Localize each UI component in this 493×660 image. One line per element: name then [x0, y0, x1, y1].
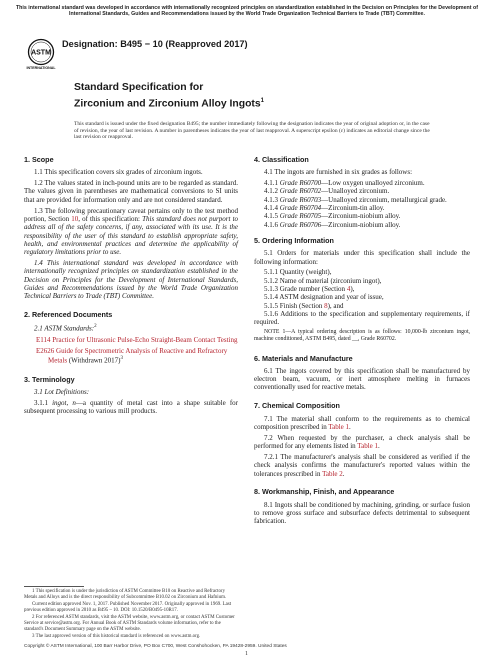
grade-label: Grade R60703 [279, 195, 322, 204]
grade-label: Grade R60705 [279, 212, 322, 221]
note-1: NOTE 1—A typical ordering description is as follows: 10,000-lb zirconium ingot, machine conditioned, ASTM B495, dated __, Grade R60702. [254, 328, 470, 342]
page-number: 1 [245, 651, 248, 657]
grade-desc: —Unalloyed zirconium, metallurgical grade. [321, 195, 447, 204]
title-line-2-wrap [74, 95, 434, 111]
para-2-1-text: 2.1 ASTM Standards: [34, 324, 95, 333]
right-column [254, 156, 470, 528]
document-title [74, 82, 434, 111]
grade-desc: —Zirconium-niobium alloy. [321, 212, 401, 221]
grade-r60706 [254, 221, 470, 229]
reference-e2626-code[interactable]: E2626 [36, 346, 55, 355]
para-7-1 [254, 415, 470, 432]
section-8-heading: 8. Workmanship, Finish, and Appearance [254, 487, 395, 497]
para-7-1-text: 7.1 The material shall conform to the requirements as to chemical composition prescribed in [254, 414, 470, 431]
logo-text-top: ASTM [31, 49, 51, 57]
reference-e114-code[interactable]: E114 [36, 335, 51, 344]
title-line-1: Standard Specification for [74, 82, 204, 93]
grade-label: Grade R60706 [279, 220, 322, 229]
para-7-1-tail: . [349, 422, 351, 431]
grade-r60705 [254, 212, 470, 220]
term-ingot: ingot, n [52, 399, 76, 408]
order-item-3 [254, 285, 470, 293]
copyright: Copyright © ASTM International, 100 Barr Harbor Drive, PO Box C700, West Conshohocken, PA 19428-2959. United States [24, 644, 287, 649]
grade-num: 4.1.6 [264, 220, 280, 229]
term-ingot-def: —a quantity of metal cast into a shape suitable for subsequent processing to various mill products. [24, 399, 238, 416]
para-7-2-text: 7.2 When requested by the purchaser, a check analysis shall be performed for any elements listed in [254, 433, 470, 451]
footnote-1: 1 This specification is under the jurisdiction of ASTM Committee B10 on Reactive and Refractory Metals and Alloys and is the direct responsibility of Subcommittee B10.02 on Zirconium and Hafnium. [24, 589, 227, 600]
standard-note: This standard is issued under the fixed designation B495; the number immediately following the designation indicates the year of original adoption or, in the case of revision, the year of last revision. A number in parentheses indicates the year of last reapproval. A superscript epsilon (ε) indicates an editorial change since the last revision or reapproval. [74, 121, 430, 140]
para-1-3-text-b: , of this specification: [78, 214, 143, 223]
para-1-2: 1.2 The values stated in inch-pound units are to be regarded as standard. The values given in parentheses are mathematical conversions to SI units that are provided for information only and are not considered standard. [24, 179, 238, 204]
order-item-4: 5.1.4 ASTM designation and year of issue, [264, 293, 384, 302]
reference-e114 [36, 336, 238, 344]
section-2-heading: 2. Referenced Documents [24, 310, 113, 320]
order-item-3-tail: ), [350, 285, 355, 294]
para-5-1: 5.1 Orders for materials under this specification shall include the following information: [254, 249, 470, 266]
order-item-1: 5.1.1 Quantity (weight), [264, 268, 332, 277]
grade-label: Grade R60704 [279, 204, 322, 213]
section-1-heading: 1. Scope [24, 155, 54, 164]
grade-num: 4.1.2 [264, 187, 280, 196]
logo-text-bottom: INTERNATIONAL [26, 66, 56, 70]
table-1-link[interactable]: Table 1 [357, 442, 378, 451]
section-6-heading: 6. Materials and Manufacture [254, 353, 353, 363]
para-7-2-1-tail: . [342, 469, 345, 478]
para-1-1: 1.1 This specification covers six grades of zirconium ingots. [34, 168, 203, 177]
order-item-3-text: 5.1.3 Grade number (Section [264, 285, 347, 294]
table-1-link[interactable]: Table 1 [328, 422, 350, 431]
grade-num: 4.1.4 [264, 204, 280, 213]
footnote-1-edition: Current edition approved Nov. 1, 2017. Published November 2017. Originally approved in 1969. Last previous edition approved in 2010 as B495 – 10. DOI: 10.1520/B0495-10R17. [24, 602, 232, 613]
wto-notice: This international standard was developed in accordance with internationally recognized principles on standardization established in the Decision on Principles for the Development of International Standards, Guides and Recommendations issued by the World Trade Organization Technical Barriers to Trade (TBT) Committee. [15, 5, 479, 18]
section-4-link[interactable]: 4 [346, 285, 351, 294]
title-line-2: Zirconium and Zirconium Alloy Ingots [74, 98, 261, 110]
order-item-5 [254, 302, 470, 310]
para-7-2-1 [254, 453, 470, 478]
para-3-1-1 [24, 399, 238, 416]
left-column [24, 156, 238, 418]
order-item-6: 5.1.6 Additions to the specification and supplementary requirements, if required. [254, 309, 470, 327]
para-1-3 [24, 207, 238, 257]
footnote-3: 3 The last approved version of this historical standard is referenced on www.astm.org. [32, 634, 201, 640]
para-7-2-1-text: 7.2.1 The manufacturer's analysis shall be considered as verified if the check analysis confirms the manufacturer's reported values within the tolerances prescribed in [254, 452, 470, 478]
order-item-5-tail: ), and [327, 301, 344, 310]
section-7-heading: 7. Chemical Composition [254, 401, 340, 411]
table-2-link[interactable]: Table 2 [322, 469, 343, 478]
astm-logo [26, 38, 56, 70]
para-7-2 [254, 434, 470, 451]
order-item-2: 5.1.2 Name of material (zirconium ingot), [264, 276, 382, 285]
footnote-3-ref[interactable]: 3 [120, 356, 123, 362]
grade-num: 4.1.5 [264, 212, 280, 221]
grade-label: Grade R60702 [279, 187, 322, 196]
safety-caveat: This standard does not purport to address all of the safety concerns, if any, associated with its use. It is the responsibility of the user of this standard to establish appropriate safety, health, and environmental practices and determine the applicability of regulatory limitations prior to use. [24, 214, 239, 257]
section-3-heading: 3. Terminology [24, 374, 75, 384]
reference-e2626-withdrawn: (Withdrawn 2017) [67, 356, 121, 365]
section-10-link[interactable]: 10 [71, 214, 79, 223]
footnotes [24, 589, 238, 641]
reference-e114-title[interactable]: Practice for Ultrasonic Pulse-Echo Straight-Beam Contact Testing [50, 335, 238, 344]
footnote-2: 2 For referenced ASTM standards, visit the ASTM website, www.astm.org, or contact ASTM Customer Service at service@astm.org. For Annual Book of ASTM Standards volume information, refer to the standard's Document Summary page on the ASTM website. [24, 615, 235, 632]
grade-num: 4.1.1 [264, 179, 280, 188]
grade-num: 4.1.3 [264, 195, 280, 204]
para-2-1 [24, 323, 238, 333]
para-1-4: 1.4 This international standard was developed in accordance with internationally recognized principles on standardization established in the Decision on Principles for the Development of International Standards, Guides and Recommendations issued by the World Trade Organization Technical Barriers to Trade (TBT) Committee. [24, 259, 238, 301]
grade-r60702 [254, 187, 470, 195]
footnote-2-ref[interactable]: 2 [94, 324, 97, 330]
para-1-3-text: 1.3 The following precautionary caveat pertains only to the test method portion, Section [24, 206, 238, 223]
para-3-1-text: 3.1 Lot Definitions: [34, 388, 90, 397]
para-6-1: 6.1 The ingots covered by this specification shall be manufactured by electron beam, vacuum, or inert atmosphere melting in furnaces conventionally used for reactive metals. [254, 366, 470, 392]
grade-label: Grade R60700 [279, 179, 322, 188]
footnote-rule [24, 586, 84, 587]
grade-desc: —Low oxygen unalloyed zirconium. [321, 179, 425, 188]
para-3-1-1-num: 3.1.1 [34, 399, 53, 408]
grade-r60700 [254, 179, 470, 187]
section-4-heading: 4. Classification [254, 155, 309, 164]
grade-r60703 [254, 196, 470, 204]
para-7-2-tail: . [378, 442, 380, 451]
title-footnote-ref[interactable]: 1 [260, 97, 264, 104]
reference-e2626 [36, 347, 238, 365]
grade-desc: —Zirconium-tin alloy. [321, 204, 385, 213]
para-8-1: 8.1 Ingots shall be conditioned by machining, grinding, or surface fusion to remove gross surface and subsurface defects detrimental to subsequent fabrication. [254, 500, 470, 526]
order-item-5-text: 5.1.5 Finish (Section [264, 301, 325, 310]
grade-r60704 [254, 204, 470, 212]
reference-e2626-title[interactable]: Guide for Spectrometric Analysis of Reactive and Refractory Metals [48, 346, 228, 365]
para-4-1: 4.1 The ingots are furnished in six grades as follows: [264, 168, 413, 177]
section-8-link[interactable]: 8 [324, 301, 328, 310]
grade-desc: —Zirconium-niobium alloy. [321, 220, 401, 229]
designation: Designation: B495 − 10 (Reapproved 2017) [62, 39, 248, 49]
grade-desc: —Unalloyed zirconium. [321, 187, 390, 196]
para-3-1 [24, 388, 238, 396]
section-5-heading: 5. Ordering Information [254, 235, 334, 245]
